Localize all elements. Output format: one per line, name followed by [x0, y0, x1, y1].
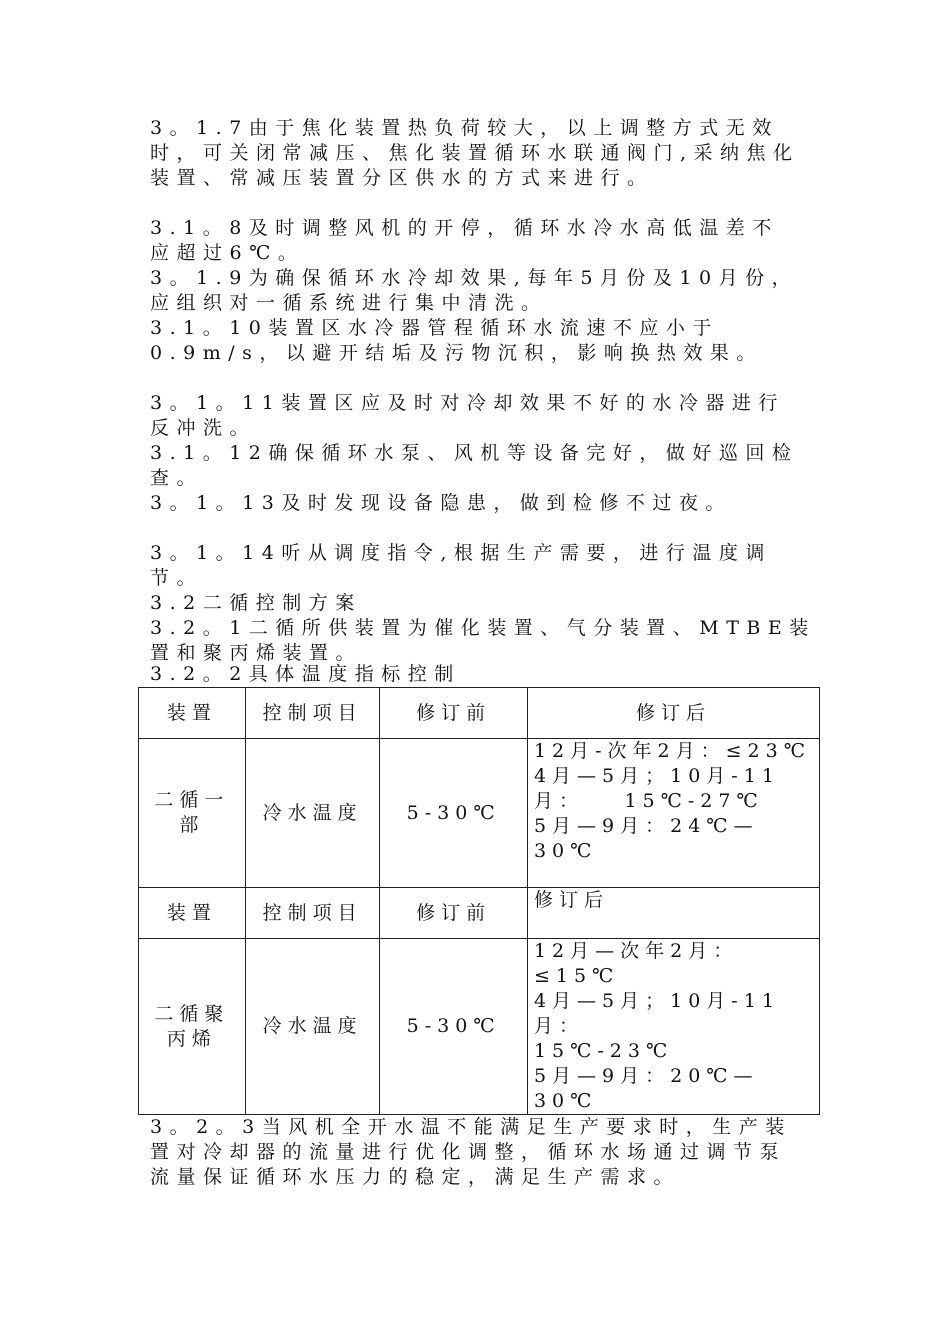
- temperature-control-table: [138, 687, 820, 1115]
- after-line: 5月—9月：24℃—30℃: [533, 815, 759, 862]
- after-line: 15℃-23℃: [533, 1040, 674, 1062]
- paragraph-3-2-2: 3.2。2具体温度指标控制: [150, 663, 461, 685]
- cell-before: 5-30℃: [380, 739, 528, 888]
- after-line: 12月—次年2月：≤15℃: [533, 940, 739, 987]
- table-row: [139, 939, 820, 1115]
- header-cell-item: 控制项目: [245, 688, 379, 739]
- header-cell-device: 装置: [139, 688, 246, 739]
- subheader-cell-before: 修订前: [380, 888, 528, 939]
- table-row: [139, 739, 820, 888]
- after-line: 5月—9月：20℃—30℃: [533, 1065, 759, 1112]
- cell-item: 冷水温度: [245, 739, 379, 888]
- cell-after: [527, 739, 819, 888]
- paragraph-3-1-13: 3。1。13及时发现设备隐患，做到检修不过夜。: [150, 492, 732, 514]
- cell-before: 5-30℃: [380, 939, 528, 1115]
- cell-after: [527, 939, 819, 1115]
- section-heading-3-2: 3.2二循控制方案: [150, 592, 362, 614]
- paragraph-3-2-1: 3.2。1二循所供装置为催化装置、气分装置、MTBE装置和聚丙烯装置。: [150, 617, 816, 664]
- cell-device: 二循聚丙烯: [139, 939, 246, 1115]
- paragraph-3-1-12: 3.1。12确保循环水泵、风机等设备完好，做好巡回检查。: [150, 442, 799, 489]
- cell-item: 冷水温度: [245, 939, 379, 1115]
- paragraph-3-1-9: 3。1.9为确保循环水冷却效果,每年5月份及10月份，应组织对一循系统进行集中清洗。: [150, 267, 799, 314]
- table-subheader-row: [139, 888, 820, 939]
- paragraph-3-1-10: 3.1。10装置区水冷器管程循环水流速不应小于0.9m/s，以避开结垢及污物沉积，影响换热效果。: [150, 317, 763, 364]
- after-line: 4月—5月；10月-11月：: [533, 990, 780, 1037]
- header-cell-before: 修订前: [380, 688, 528, 739]
- subheader-cell-device: 装置: [139, 888, 246, 939]
- cell-device: 二循一部: [139, 739, 246, 888]
- subheader-cell-item: 控制项目: [245, 888, 379, 939]
- subheader-cell-after: 修订后: [527, 888, 819, 939]
- paragraph-3-2-3: 3。2。3当风机全开水温不能满足生产要求时，生产装置对冷却器的流量进行优化调整，循环水场通过调节泵流量保证循环水压力的稳定，满足生产需求。: [150, 1116, 792, 1188]
- table-header-row: [139, 688, 820, 739]
- paragraph-3-1-8: 3.1。8及时调整风机的开停，循环水冷水高低温差不应超过6℃。: [150, 217, 779, 264]
- paragraph-3-1-11: 3。1。11装置区应及时对冷却效果不好的水冷器进行反冲洗。: [150, 392, 785, 439]
- after-line: 4月—5月；10月-11月： 15℃-27℃: [533, 765, 780, 812]
- after-line: 12月-次年2月：≤23℃: [533, 740, 811, 762]
- header-cell-after: 修订后: [527, 688, 819, 739]
- paragraph-3-1-7: 3。1.7由于焦化装置热负荷较大，以上调整方式无效时，可关闭常减压、焦化装置循环水联通阀门,采纳焦化装置、常减压装置分区供水的方式来进行。: [150, 117, 800, 189]
- paragraph-3-1-14: 3。1。14听从调度指令,根据生产需要，进行温度调节。: [150, 542, 772, 589]
